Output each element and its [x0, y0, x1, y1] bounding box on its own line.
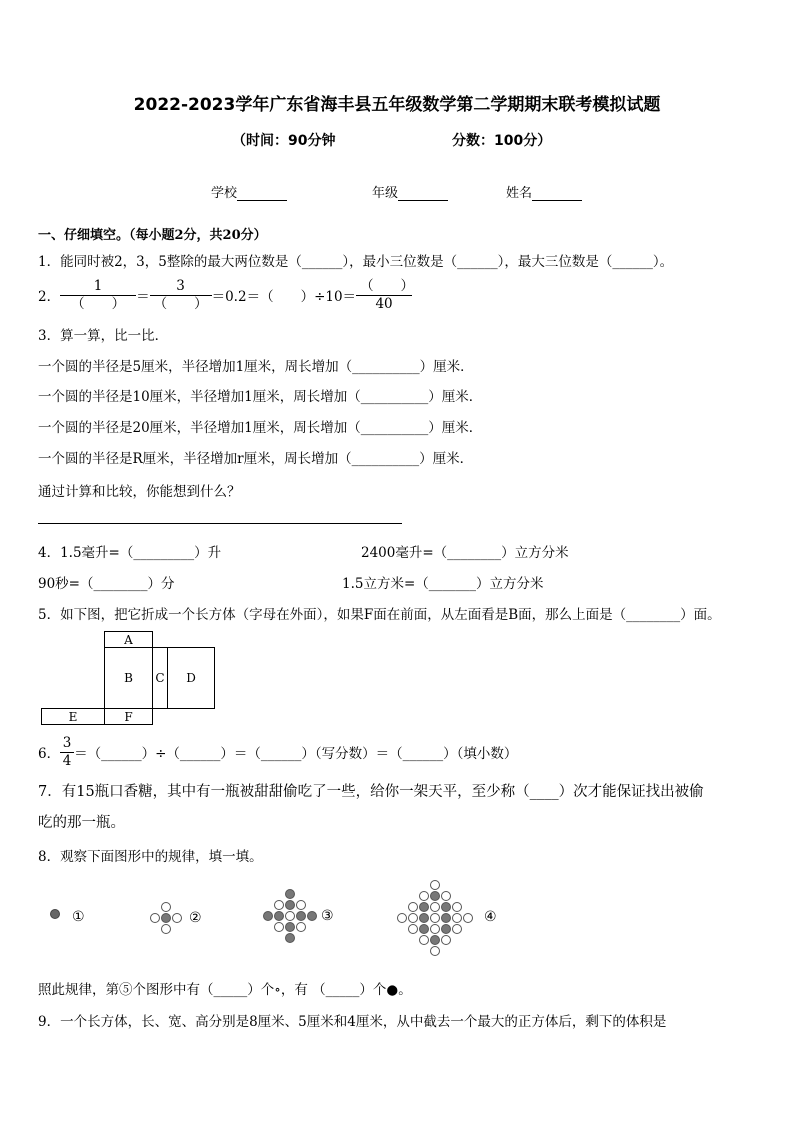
- hollow-dot: [452, 924, 462, 934]
- filled-dot: [285, 900, 295, 910]
- question-3-line: 一个圆的半径是10厘米，半径增加1厘米，周长增加（__________）厘米．: [38, 389, 483, 405]
- question-4a: 4．1.5毫升=（_________）升: [38, 545, 222, 561]
- hollow-dot: [274, 922, 284, 932]
- q2-prefix: 2．: [38, 289, 61, 305]
- filled-dot: [419, 913, 429, 923]
- hollow-dot: [397, 913, 407, 923]
- hollow-dot: [441, 935, 451, 945]
- filled-dot: [274, 911, 284, 921]
- filled-dot: [430, 935, 440, 945]
- face-d: D: [167, 647, 215, 709]
- question-3-line: 一个圆的半径是R厘米，半径增加r厘米，周长增加（__________）厘米．: [38, 451, 474, 467]
- filled-dot: [419, 902, 429, 912]
- face-e: E: [41, 708, 105, 725]
- q2-f1-numerator: 1: [60, 278, 136, 296]
- hollow-dot: [419, 891, 429, 901]
- question-4d: 1.5立方米=（_______）立方分米: [342, 576, 544, 592]
- hollow-dot: [430, 902, 440, 912]
- name-blank: [532, 186, 582, 201]
- name-field: [506, 182, 582, 201]
- q2-f2-denominator: （ ）: [153, 295, 208, 312]
- q2-f2-numerator: 3: [150, 278, 212, 296]
- hollow-dot: [430, 924, 440, 934]
- school-blank: [237, 186, 287, 201]
- question-1: 1．能同时被2，3，5整除的最大两位数是（______），最小三位数是（______），最大三位数是（______）。: [38, 254, 674, 270]
- figure-label-4: ④: [484, 909, 497, 925]
- question-3-head: 3．算一算，比一比．: [38, 328, 169, 344]
- face-c: C: [152, 647, 168, 709]
- exam-score: 分数：100分）: [452, 133, 552, 149]
- question-3-line: 一个圆的半径是5厘米，半径增加1厘米，周长增加（__________）厘米．: [38, 359, 474, 375]
- filled-dot: [285, 933, 295, 943]
- filled-dot: [430, 891, 440, 901]
- grade-blank: [398, 186, 448, 201]
- q6-fraction: [60, 735, 74, 770]
- hollow-dot: [419, 935, 429, 945]
- figure-label-3: ③: [321, 908, 334, 924]
- question-3-ask: 通过计算和比较，你能想到什么？: [38, 484, 241, 500]
- grade-field: [372, 182, 448, 201]
- hollow-dot: [161, 924, 171, 934]
- question-7-line2: 吃的那一瓶。: [38, 815, 125, 831]
- hollow-dot: [296, 900, 306, 910]
- question-2: [38, 277, 415, 313]
- question-8-tail: 照此规律，第⑤个图形中有（_____）个∘，有 （_____）个●。: [38, 982, 412, 998]
- question-5: 5．如下图，把它折成一个长方体（字母在外面），如果F面在前面，从左面看是B面，那么上面是（________）面。: [38, 607, 721, 623]
- filled-dot: [50, 909, 60, 919]
- filled-dot: [419, 924, 429, 934]
- hollow-dot: [430, 913, 440, 923]
- filled-dot: [441, 902, 451, 912]
- exam-time: （时间：90分钟: [232, 133, 336, 149]
- q2-fraction-1: [60, 278, 136, 313]
- grade-label: 年级: [372, 186, 399, 201]
- hollow-dot: [408, 902, 418, 912]
- hollow-dot: [452, 913, 462, 923]
- hollow-dot: [430, 880, 440, 890]
- hollow-dot: [172, 913, 182, 923]
- hollow-dot: [430, 946, 440, 956]
- q6-denominator: 4: [62, 752, 72, 769]
- name-label: 姓名: [506, 186, 533, 201]
- school-field: [211, 182, 287, 201]
- hollow-dot: [296, 922, 306, 932]
- hollow-dot: [408, 913, 418, 923]
- filled-dot: [161, 913, 171, 923]
- question-9: 9．一个长方体，长、宽、高分别是8厘米、5厘米和4厘米，从中截去一个最大的正方体后，剩下的体积是: [38, 1014, 667, 1030]
- question-7-line1: 7．有15瓶口香糖，其中有一瓶被甜甜偷吃了一些，给你一架天平，至少称（____）次才能保证找出被偷: [38, 784, 704, 800]
- answer-line: [38, 523, 402, 524]
- q2-f3-numerator: （ ）: [356, 278, 412, 296]
- filled-dot: [441, 924, 451, 934]
- q2-f1-denominator: （ ）: [71, 295, 126, 312]
- filled-dot: [263, 911, 273, 921]
- hollow-dot: [463, 913, 473, 923]
- q6-numerator: 3: [60, 735, 74, 753]
- section-heading: 一、仔细填空。（每小题2分，共20分）: [38, 228, 267, 243]
- page-title: 2022-2023学年广东省海丰县五年级数学第二学期期末联考模拟试题: [133, 95, 661, 115]
- filled-dot: [285, 922, 295, 932]
- hollow-dot: [408, 924, 418, 934]
- q6-prefix: 6．: [38, 746, 61, 762]
- filled-dot: [285, 889, 295, 899]
- figure-label-1: ①: [72, 909, 85, 925]
- filled-dot: [296, 911, 306, 921]
- filled-dot: [441, 913, 451, 923]
- hollow-dot: [150, 913, 160, 923]
- hollow-dot: [441, 891, 451, 901]
- q2-middle: ＝0.2＝（ ）÷10＝: [211, 289, 357, 305]
- question-8-head: 8．观察下面图形中的规律，填一填。: [38, 849, 263, 865]
- hollow-dot: [274, 900, 284, 910]
- question-6: [38, 734, 517, 770]
- hollow-dot: [161, 902, 171, 912]
- q2-f3-denominator: 40: [375, 295, 393, 312]
- face-a: A: [104, 631, 153, 648]
- q2-fraction-2: [150, 278, 212, 313]
- hollow-dot: [285, 911, 295, 921]
- face-b: B: [104, 647, 153, 709]
- q2-eq1: ＝: [136, 289, 150, 305]
- filled-dot: [307, 911, 317, 921]
- face-f: F: [104, 708, 153, 725]
- question-3-line: 一个圆的半径是20厘米，半径增加1厘米，周长增加（__________）厘米．: [38, 420, 483, 436]
- q2-fraction-3: [356, 277, 415, 313]
- school-label: 学校: [211, 186, 238, 201]
- hollow-dot: [452, 902, 462, 912]
- question-4c: 90秒=（________）分: [38, 576, 175, 592]
- question-4b: 2400毫升=（________）立方分米: [361, 545, 569, 561]
- figure-label-2: ②: [189, 910, 202, 926]
- q6-rest: ＝（______）÷（______）＝（______）（写分数）＝（______）（填小数）: [74, 746, 518, 762]
